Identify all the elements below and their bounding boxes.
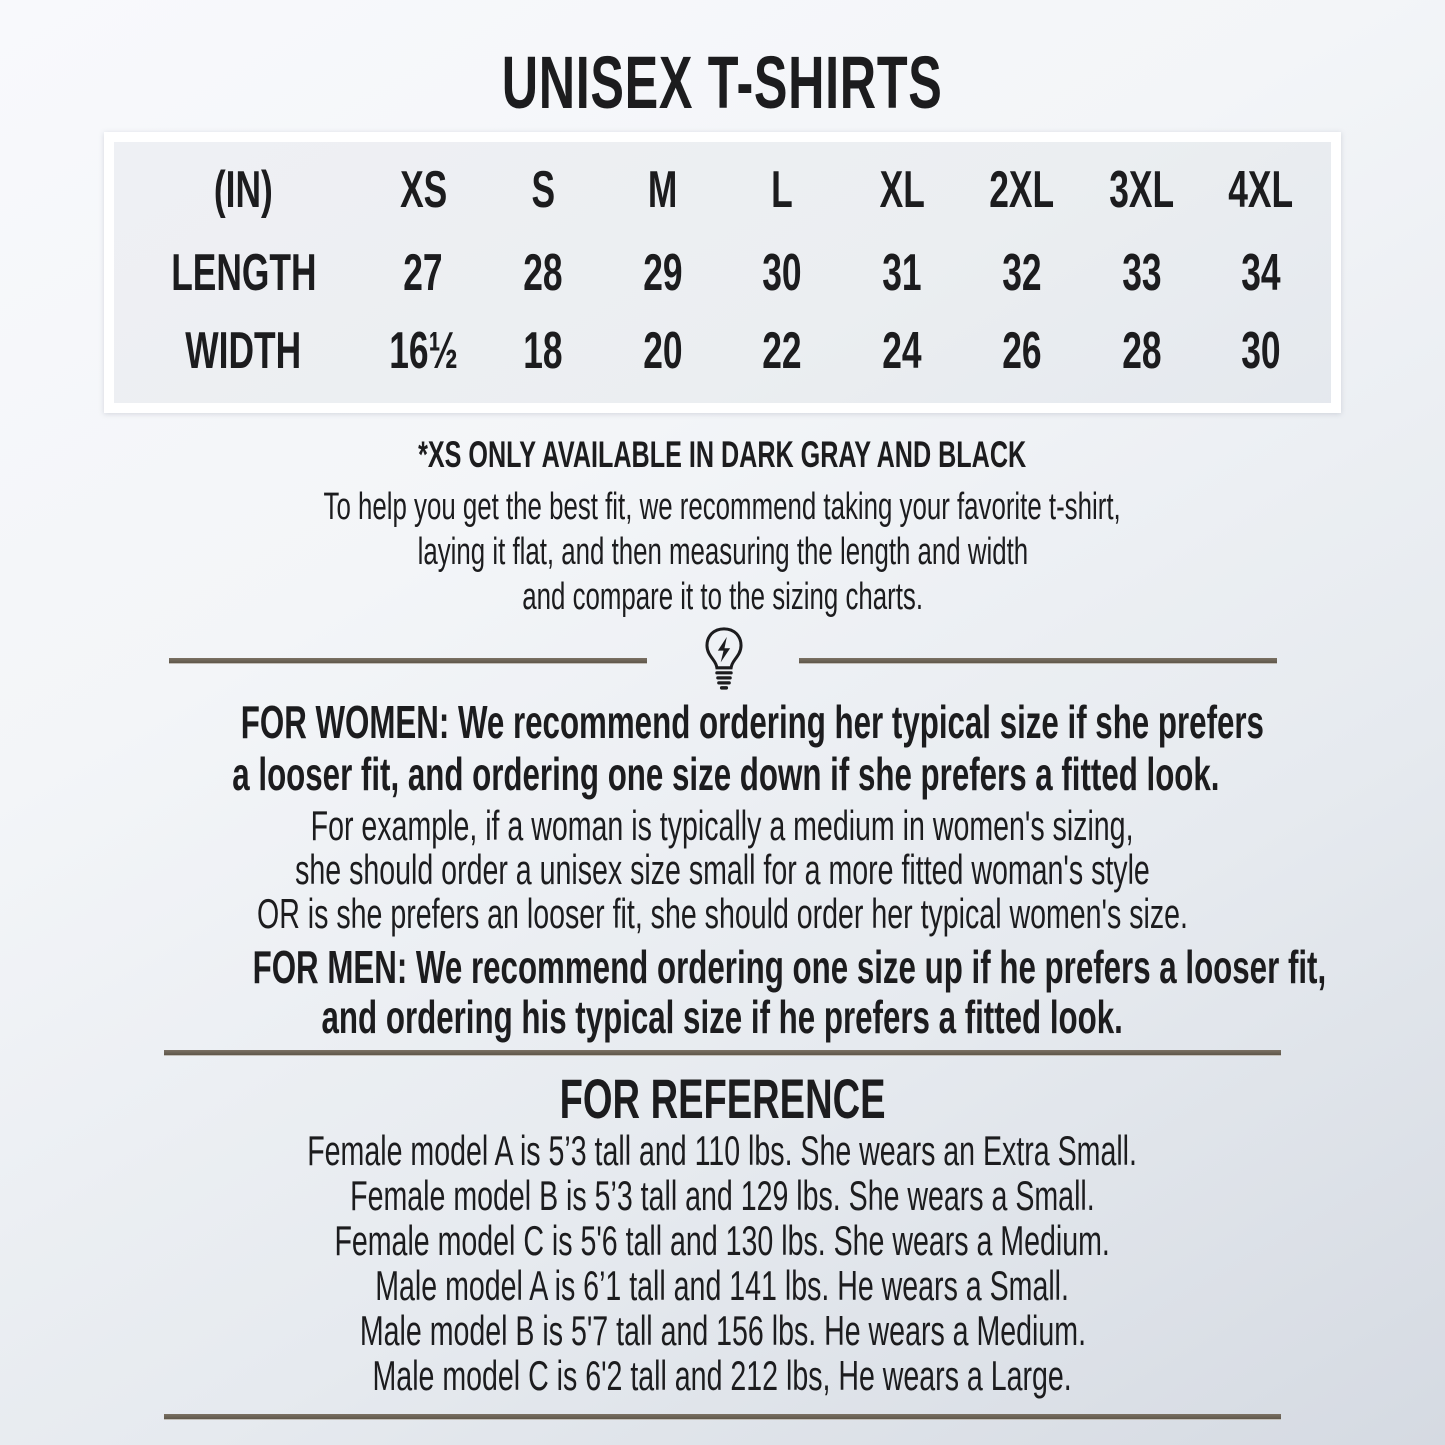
unit-label: (IN) [214, 161, 274, 220]
width-3xl: 28 [1121, 321, 1162, 380]
for-women-example [0, 804, 1445, 936]
for-women-example-line: For example, if a woman is typically a medium in women's sizing, [311, 802, 1134, 849]
width-xs: 16½ [388, 321, 458, 380]
length-3xl: 33 [1121, 243, 1162, 302]
reference-line: Male model B is 5'7 tall and 156 lbs. He wears a Medium. [359, 1307, 1086, 1354]
reference-list [0, 1128, 1445, 1398]
size-col-m: M [647, 161, 678, 220]
for-women-example-line: she should order a unisex size small for a more fitted woman's style [295, 846, 1150, 893]
size-col-l: L [771, 161, 794, 220]
size-table [104, 132, 1341, 413]
divider-line-left [169, 658, 647, 664]
reference-line: Female model B is 5’3 tall and 129 lbs. She wears a Small. [350, 1172, 1095, 1219]
for-women-bold-line: a looser fit, and ordering one size down if she prefers a fitted look. [232, 748, 1220, 800]
fit-instructions-line: To help you get the best fit, we recommend taking your favorite t-shirt, [323, 486, 1122, 528]
size-col-2xl: 2XL [989, 161, 1055, 220]
for-women-recommendation [0, 696, 1445, 800]
for-men-bold-line: and ordering his typical size if he prefers a fitted look. [321, 991, 1124, 1043]
length-s: 28 [523, 243, 563, 302]
bottom-divider [164, 1414, 1281, 1420]
width-l: 22 [762, 321, 802, 380]
width-xl: 24 [882, 321, 922, 380]
length-xs: 27 [403, 243, 443, 302]
size-col-xl: XL [879, 161, 925, 220]
xs-availability-note: *XS ONLY AVAILABLE IN DARK GRAY AND BLACK [418, 434, 1027, 475]
length-2xl: 32 [1002, 243, 1042, 302]
reference-line: Male model A is 6’1 tall and 141 lbs. He wears a Small. [375, 1262, 1070, 1309]
length-4xl: 34 [1241, 243, 1281, 302]
width-4xl: 30 [1241, 321, 1281, 380]
width-row-label: WIDTH [185, 321, 302, 380]
width-m: 20 [642, 321, 683, 380]
fit-instructions-line: and compare it to the sizing charts. [522, 576, 923, 618]
for-men-recommendation [0, 942, 1445, 1042]
reference-line: Female model A is 5’3 tall and 110 lbs. She wears an Extra Small. [307, 1127, 1138, 1174]
length-m: 29 [642, 243, 683, 302]
page-title: UNISEX T-SHIRTS [502, 41, 943, 124]
tip-divider-row [0, 626, 1445, 696]
width-s: 18 [523, 321, 563, 380]
length-l: 30 [762, 243, 802, 302]
size-col-3xl: 3XL [1109, 161, 1174, 220]
size-col-xs: XS [399, 161, 447, 220]
for-women-example-line: OR is she prefers an looser fit, she should order her typical women's size. [257, 890, 1188, 937]
length-row-label: LENGTH [171, 243, 317, 302]
reference-heading: FOR REFERENCE [559, 1067, 886, 1130]
divider-line-right [799, 658, 1277, 664]
fit-instructions-line: laying it flat, and then measuring the length and width [417, 531, 1028, 573]
length-xl: 31 [882, 243, 922, 302]
for-men-bold-line: FOR MEN: We recommend ordering one size up if he prefers a looser fit, [252, 941, 1327, 993]
size-col-4xl: 4XL [1228, 161, 1294, 220]
fit-instructions [0, 485, 1445, 620]
section-divider [164, 1050, 1281, 1056]
size-col-s: S [531, 161, 555, 220]
for-women-bold-line: FOR WOMEN: We recommend ordering her typical size if she prefers [240, 696, 1264, 748]
reference-line: Female model C is 5'6 tall and 130 lbs. She wears a Medium. [334, 1217, 1111, 1264]
lightbulb-icon [701, 626, 747, 696]
reference-line: Male model C is 6'2 tall and 212 lbs, He wears a Large. [372, 1352, 1073, 1399]
width-2xl: 26 [1002, 321, 1042, 380]
